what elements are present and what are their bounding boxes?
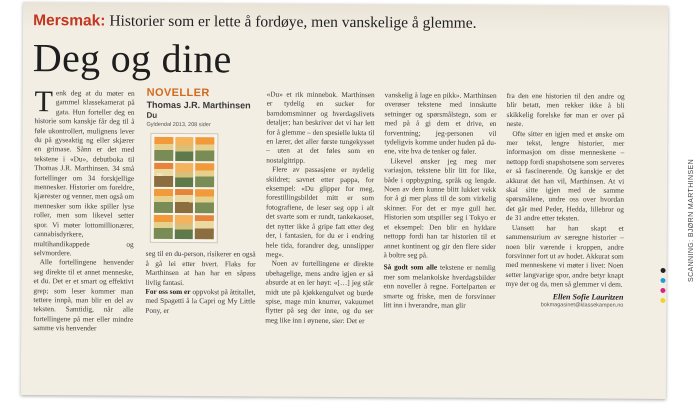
column-4 xyxy=(383,90,496,310)
column-3 xyxy=(265,90,374,326)
paragraph: Flere av passasjene er nydelig skildret; savnet etter pappa, for eksempel: «Du glipper for meg, forestillingsbildet mitt er som fotografiene, de leser seg opp i alt det svarte som er rundt, tankekaoset, det nytter ikke å gripe fatt etter deg der, i fantasien, for du er i endring hele tida, forandrer deg, unnslipper meg». xyxy=(265,164,375,259)
newspaper-clipping xyxy=(21,2,668,399)
kicker-text: Historier som er lette å fordøye, men vanskelige å glemme. xyxy=(109,12,477,32)
book-publisher: Gyldendal 2013, 208 sider xyxy=(146,122,211,129)
column-1 xyxy=(33,85,135,333)
paragraph-text: oppvokst på åttitallet, med Spagetti å la Capri og My Little Pony, er xyxy=(145,287,256,315)
book-author: Thomas J.R. Marthinsen xyxy=(146,100,251,111)
column-2 xyxy=(145,86,256,316)
paragraph xyxy=(33,85,135,258)
cover-title: DU xyxy=(157,172,163,178)
print-color-marks xyxy=(660,268,667,308)
review-genre-label: NOVELLER xyxy=(146,86,210,100)
kicker-label: Mersmak: xyxy=(33,12,106,30)
paragraph xyxy=(383,263,495,311)
kicker-line xyxy=(33,12,477,33)
paragraph: seg til en du-person, risikerer en også å gå lei etter hvert. Flaks for Marthinsen at han har en såpass livlig fantasi. xyxy=(145,249,256,287)
paragraph: fra den ene historien til den andre og blir betatt, men rekker ikke å bli skikkelig forelske før man er over på neste. xyxy=(506,90,625,129)
paragraph: vanskelig å lage en pikk». Marthinsen overøser tekstene med innskutte setninger og spørsmålstegn, som er med på å gi dem et drive, en forventning; jeg-personen vil tydeligvis komme under huden på du-ene, vite hva de tenker og føler. xyxy=(384,90,497,157)
paragraph: «Du» et rik minnebok. Marthinsen er tydelig en sucker for barndomsminner og hverdagslivets detaljer; han beskriver det vi har lett for å glemme – den spesielle lukta til en lærer, det aller første tungekysset – uten at det føles som en nostalgitripp. xyxy=(266,89,375,165)
paragraph: Alle fortellingene henvender seg direkte til et annet menneske, et du. Det er et smart og effektivt grep; som leser kommer man tettere innpå, man blir en del av teksten. Samtidig, når alle fortellingene på mer eller mindre samme vis henvender xyxy=(33,257,134,333)
color-dot xyxy=(660,298,665,303)
bold-lead: For oss som er xyxy=(145,286,191,297)
paragraph: Noen av fortellingene er direkte ubehagelige, mens andre igjen er så absurde at en ler høyt: «[…] jeg står midt ute på kjøkkengulvet og burde spise, mage min knurrer, vakuumet flytter på seg der inne, og du ser meg like inn i øynene, sier: Det er xyxy=(265,258,374,325)
headline: Deg og dine xyxy=(32,35,232,82)
column-5 xyxy=(505,91,624,311)
paragraph: Likevel ønsker jeg meg mer variasjon, tekstene blir litt for like, både i oppbygning, språk og lengde. Noen av dem kunne blitt lukket vekk for å gi mer plass til de som virkelig skinner. For det er mye gull her. Historien som utspiller seg i Tokyo er et eksempel: Den blir en hyldare nettopp fordi han tar historien til et annet kontinent og gir den flere sider å boltre seg på. xyxy=(383,156,497,260)
paragraph xyxy=(145,287,255,316)
book-title: Du xyxy=(146,111,158,121)
paragraph: Uansett har han skapt et sammensurium av særegne historier – noen blir værende i kroppen, andre forsvinner fort ut av hodet. Akkurat som med menneskene vi møter i livet: Noen setter langvarige spor, andre betyr knapt mye der og da, men så glemmer vi dem. xyxy=(505,222,624,289)
color-dot xyxy=(661,268,666,273)
drop-cap: T xyxy=(34,85,54,119)
bold-lead: Så godt som alle xyxy=(383,262,438,272)
byline: Ellen Sofie Lauritzen xyxy=(552,291,624,302)
scan-credit: SCANNING: BJØRN MARTHINSEN xyxy=(688,158,695,282)
color-dot xyxy=(661,278,666,283)
book-cover-image xyxy=(150,133,219,243)
paragraph-text: tekstene er nemlig mer som melankolske hverdagsbilder enn noveller å regne. Fortelparten er smarte og friske, men de forsvinner litt inn i hverandre, man glir xyxy=(383,262,496,310)
paragraph-text: enk deg at du møter en gammel klassekamerat på gata. Hun forteller deg en historie som kanskje får deg til å føle ukontrollert, mulignens lever du på gyseaktig ng eller skjærer en grimase. Sånn er det med tekstene i «Du», debutboka til Thomas J.R. Marthinsen. 34 små fortellinger om 34 forskjellige mennesker. Historier om foreldre, kjærester og venner, men også om mennesker som ikke spiller lyse roller, men som likevel setter spor. Vi møter lottomillionærer, cannabisdyrkere, multihandikappede og selvmordere. xyxy=(33,88,135,258)
byline-email: bokmagasinet@klassekampen.no xyxy=(540,302,624,309)
color-dot xyxy=(660,288,665,293)
paragraph: Ofte sitter en igjen med et ønske om mer tekst, lengre historier, mer informasjon om disse menneskene – nettopp fordi snapshotsene som serveres er så fascinerende. Og kanskje er det akkurat det han vil, Marthinsen. At vi skal sitte igjen med de samme spørsmålene, undre oss over hvordan det går med Peder, Hedda, lillebror og de 31 andre etter teksten. xyxy=(505,128,625,223)
